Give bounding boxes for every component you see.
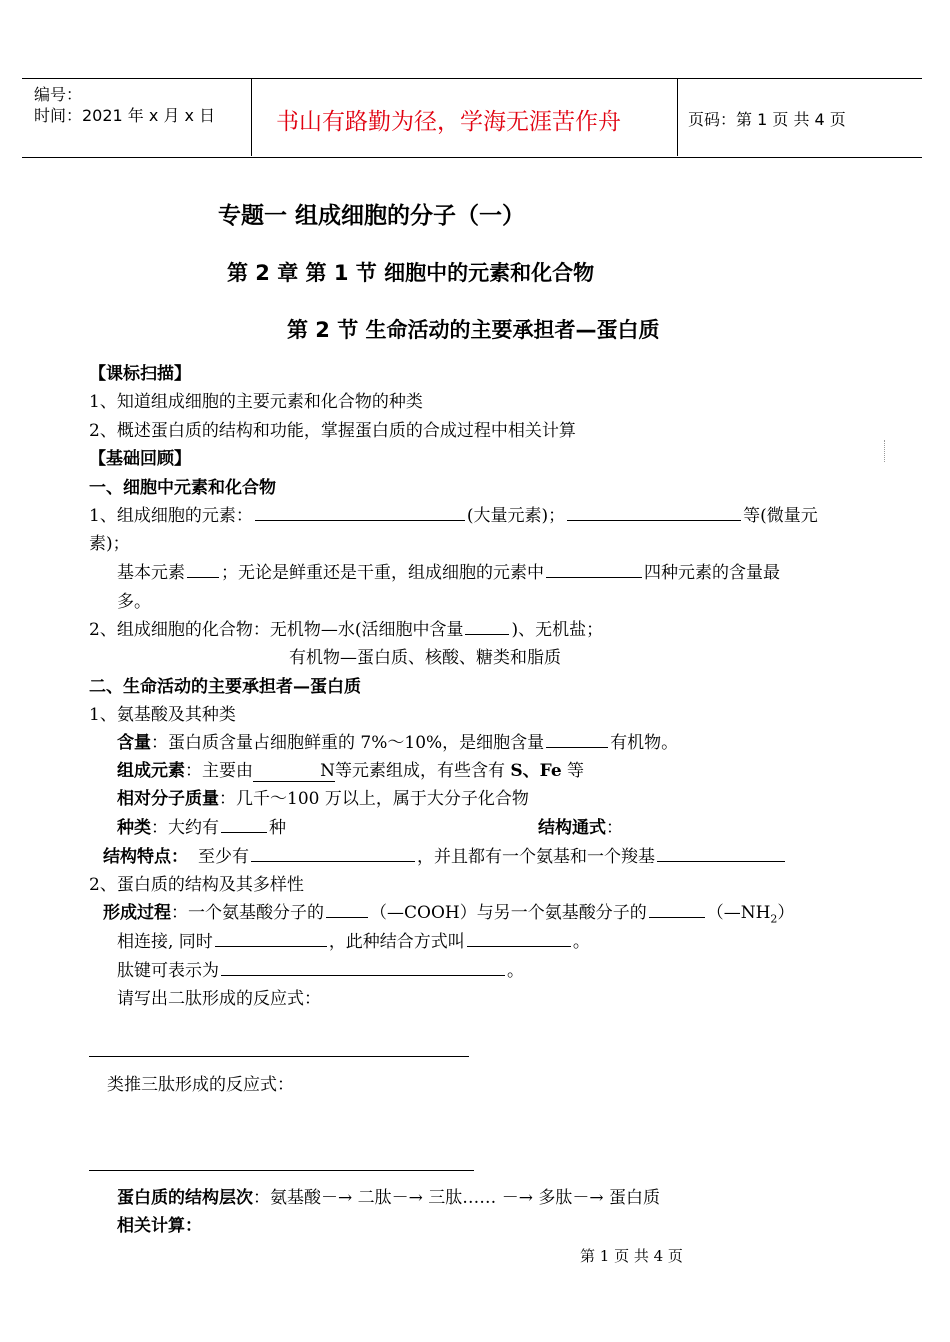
curriculum-item: 1、知道组成细胞的主要元素和化合物的种类 [89,392,423,412]
number-label: 编号： [34,85,83,104]
tripeptide-prompt: 类推三肽形成的反应式： [107,1075,294,1095]
margin-mark [884,440,885,462]
peptide-line: 肽键可表示为 。 [117,956,524,981]
compound-line: 2、组成细胞的化合物：无机物—水(活细胞中含量 )、无机盐； [89,615,603,640]
footer-page: 第 1 页 共 4 页 [580,1247,683,1265]
review-heading: 【基础回顾】 [89,449,191,469]
formula-label: 结构通式： [538,818,623,838]
dipeptide-prompt: 请写出二肽形成的反应式： [117,989,321,1009]
basic-elements-line: 基本元素 ；无论是鲜重还是干重，组成细胞的元素中 四种元素的含量最 [117,558,780,583]
elements-line-cont: 素)； [89,534,130,554]
header-divider [677,78,678,156]
curriculum-heading: 【课标扫描】 [89,364,191,384]
compound-organic: 有机物—蛋白质、核酸、糖类和脂质 [289,648,561,668]
features-line: 结构特点： 至少有 ，并且都有一个氨基和一个羧基 [103,842,787,867]
answer-line [89,1170,474,1171]
page-info: 页码：第 1 页 共 4 页 [688,110,846,129]
motto: 书山有路勤为径，学海无涯苦作舟 [276,109,621,135]
protein-heading: 2、蛋白质的结构及其多样性 [89,875,304,895]
part1-heading: 一、细胞中元素和化合物 [89,478,276,498]
elements-line: 1、组成细胞的元素： (大量元素)； 等(微量元 [89,501,818,526]
connect-line: 相连接, 同时 ，此种结合方式叫 。 [117,927,590,952]
structure-levels: 蛋白质的结构层次：氨基酸－→ 二肽－→ 三肽…… －→ 多肽－→ 蛋白质 [117,1188,660,1208]
header-divider [251,78,252,156]
formation-line: 形成过程：一个氨基酸分子的 （—COOH）与另一个氨基酸分子的 $(—NH_2)$ [103,898,794,925]
curriculum-item: 2、概述蛋白质的结构和功能，掌握蛋白质的合成过程中相关计算 [89,421,576,441]
composition-line: 组成元素：主要由 N等元素组成，有些含有 S、Fe 等 [117,761,585,781]
content-line: 含量：蛋白质含量占细胞鲜重的 7%～10%，是细胞含量 有机物。 [117,728,678,753]
time-label: 时间：2021 年 x 月 x 日 [34,106,216,125]
topic-title: 专题一 组成细胞的分子（一） [218,203,526,229]
kinds-line: 种类：大约有 种 [117,813,286,838]
part2-heading: 二、生命活动的主要承担者—蛋白质 [89,677,361,697]
answer-line [89,1056,469,1057]
section-title: 第 2 节 生命活动的主要承担者—蛋白质 [287,318,660,342]
basic-elements-cont: 多。 [117,592,151,612]
calc-heading: 相关计算： [117,1216,202,1236]
mass-line: 相对分子质量：几千～100 万以上，属于大分子化合物 [117,789,529,809]
aa-heading: 1、氨基酸及其种类 [89,705,236,725]
chapter-title: 第 2 章 第 1 节 细胞中的元素和化合物 [227,261,595,285]
